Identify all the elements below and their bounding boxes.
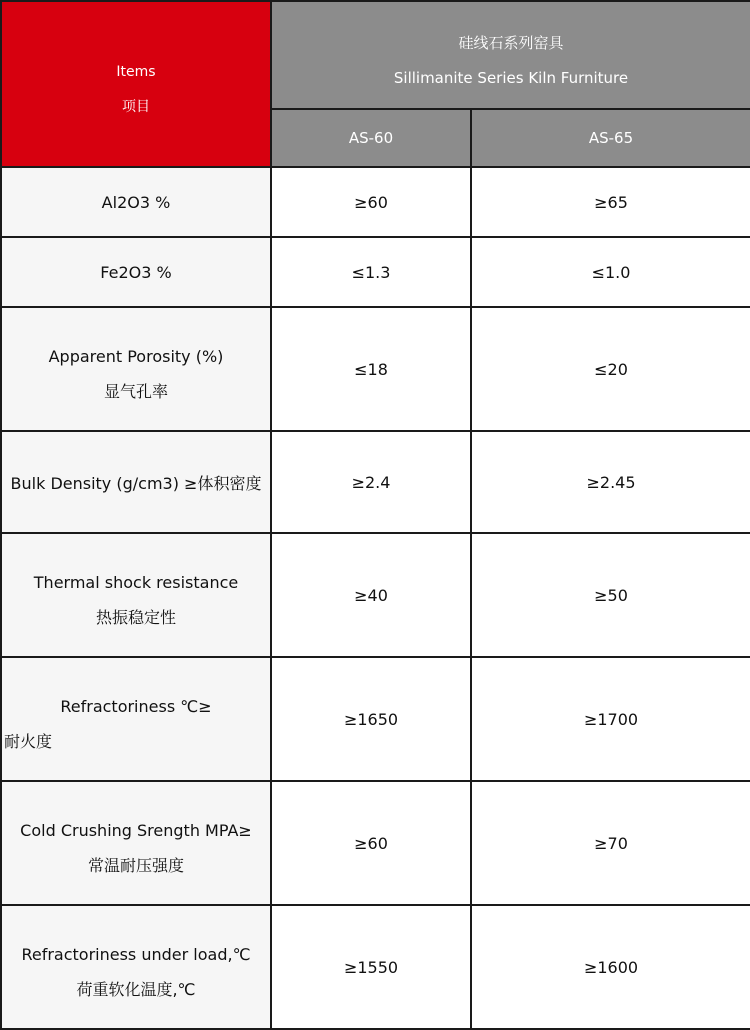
row-label-line: 显气孔率: [103, 382, 168, 401]
row-label-line: Cold Crushing Srength MPA≥: [20, 821, 252, 840]
row-label-line: Bulk Density (g/cm3) ≥体积密度: [10, 473, 262, 493]
grade-header-as65: AS-65: [471, 109, 750, 167]
value-as60: ≥1550: [271, 905, 471, 1029]
row-label: [1, 905, 271, 1029]
table-row: [1, 657, 750, 781]
value-as60: ≥60: [271, 167, 471, 237]
row-label-line: 荷重软化温度,℃: [76, 980, 196, 999]
row-label-line: 热振稳定性: [95, 608, 176, 627]
row-label-line: Thermal shock resistance: [33, 573, 239, 592]
items-header: [1, 1, 271, 167]
items-header-zh: 项目: [122, 99, 150, 115]
table-row: [1, 307, 750, 431]
row-label-line: Al2O3 %: [101, 192, 171, 212]
value-as65: ≥65: [471, 167, 750, 237]
grade-header-as60: AS-60: [271, 109, 471, 167]
row-label-line: 耐火度: [4, 732, 53, 751]
value-as60: ≥40: [271, 533, 471, 657]
value-as65: ≤1.0: [471, 237, 750, 307]
row-label-line: Fe2O3 %: [100, 262, 172, 282]
series-header-zh: 硅线石系列窑具: [458, 34, 564, 52]
value-as60: ≥2.4: [271, 431, 471, 533]
value-as65: ≥70: [471, 781, 750, 905]
row-label-line: Refractoriness under load,℃: [21, 945, 251, 964]
row-label: [1, 431, 271, 533]
items-header-en: Items: [116, 64, 156, 80]
table-row: [1, 167, 750, 237]
value-as60: ≥1650: [271, 657, 471, 781]
row-label: [1, 533, 271, 657]
value-as60: ≤18: [271, 307, 471, 431]
value-as60: ≤1.3: [271, 237, 471, 307]
row-label-line: Apparent Porosity (%): [48, 347, 224, 366]
table-row: [1, 905, 750, 1029]
row-label: [1, 781, 271, 905]
table-row: [1, 533, 750, 657]
value-as65: ≥2.45: [471, 431, 750, 533]
series-header-en: Sillimanite Series Kiln Furniture: [393, 69, 629, 87]
value-as65: ≥50: [471, 533, 750, 657]
row-label: [1, 657, 271, 781]
row-label: [1, 237, 271, 307]
value-as60: ≥60: [271, 781, 471, 905]
value-as65: ≥1700: [471, 657, 750, 781]
table-row: [1, 431, 750, 533]
row-label-line: 常温耐压强度: [87, 856, 184, 875]
row-label-line: Refractoriness ℃≥: [60, 697, 212, 716]
table-row: [1, 237, 750, 307]
table-row: [1, 781, 750, 905]
value-as65: ≤20: [471, 307, 750, 431]
series-header: [271, 1, 750, 109]
value-as65: ≥1600: [471, 905, 750, 1029]
row-label: [1, 307, 271, 431]
row-label: [1, 167, 271, 237]
